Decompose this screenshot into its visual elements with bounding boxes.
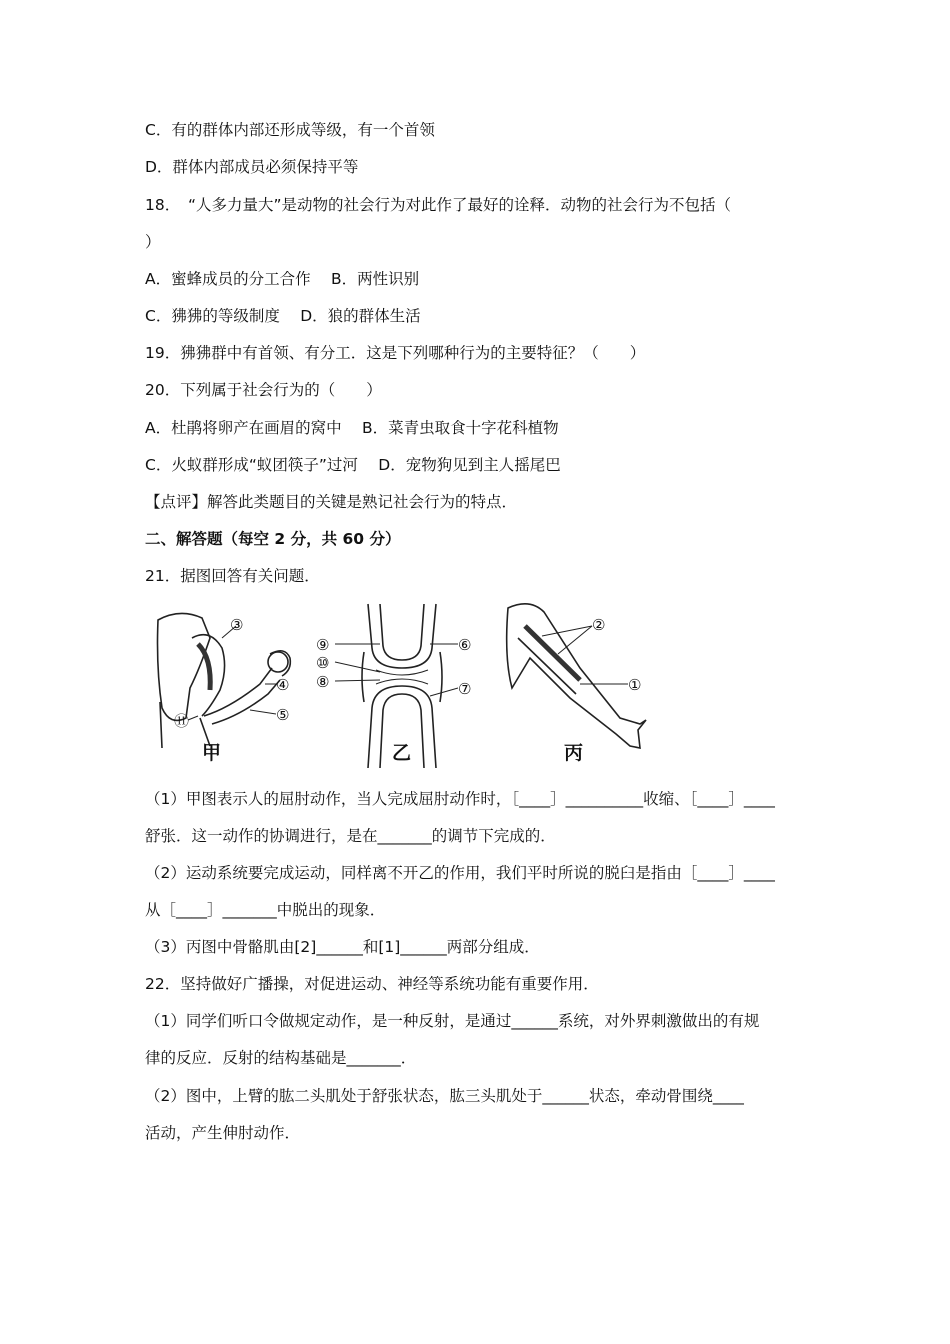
figure-label-jia: 甲	[202, 742, 222, 764]
figure-label-bing: 丙	[564, 742, 584, 764]
question-21-title: 21．据图回答有关问题．	[145, 567, 320, 585]
question-18-paren: ）	[145, 233, 161, 251]
mark-10: ⑩	[316, 654, 330, 672]
figure-label-yi: 乙	[392, 742, 412, 764]
mark-4: ④	[276, 676, 290, 694]
question-19: 19．狒狒群中有首领、有分工．这是下列哪种行为的主要特征？（ ）	[145, 344, 646, 362]
options-18-ab: A．蜜蜂成员的分工合作 B．两性识别	[145, 270, 420, 288]
mark-8: ⑧	[316, 673, 330, 691]
question-18: 18． “人多力量大”是动物的社会行为对此作了最好的诠释．动物的社会行为不包括（	[145, 196, 732, 214]
mark-6: ⑥	[458, 636, 472, 654]
mark-5: ⑤	[276, 706, 290, 724]
mark-9: ⑨	[316, 636, 330, 654]
question-21-part2-line1: （2）运动系统要完成运动，同样离不开乙的作用，我们平时所说的脱臼是指由［____］____	[145, 864, 775, 882]
question-22-part2-line2: 活动，产生伸肘动作．	[145, 1124, 301, 1142]
option-17c: C．有的群体内部还形成等级，有一个首领	[145, 121, 435, 139]
options-20-cd: C．火蚁群形成“蚁团筷子”过河 D．宠物狗见到主人摇尾巴	[145, 456, 561, 474]
mark-1: ①	[628, 676, 642, 694]
mark-7: ⑦	[458, 680, 472, 698]
question-21-part3: （3）丙图中骨骼肌由[2]______和[1]______两部分组成．	[145, 938, 540, 956]
anatomy-figure	[140, 598, 660, 770]
question-21-part1-line1: （1）甲图表示人的屈肘动作，当人完成屈肘动作时，［____］__________收缩、［____］____	[145, 790, 775, 808]
mark-2: ②	[592, 616, 606, 634]
question-21-part1-line2: 舒张．这一动作的协调进行，是在_______的调节下完成的．	[145, 827, 556, 845]
question-22-part1-line2: 律的反应．反射的结构基础是_______．	[145, 1049, 417, 1067]
options-18-cd: C．狒狒的等级制度 D．狼的群体生活	[145, 307, 421, 325]
comment: 【点评】解答此类题目的关键是熟记社会行为的特点．	[145, 493, 518, 511]
mark-11: ⑪	[174, 712, 190, 730]
question-22-title: 22．坚持做好广播操，对促进运动、神经等系统功能有重要作用．	[145, 975, 599, 993]
question-21-part2-line2: 从［____］_______中脱出的现象．	[145, 901, 386, 919]
question-20: 20．下列属于社会行为的（ ）	[145, 381, 382, 399]
option-17d: D．群体内部成员必须保持平等	[145, 158, 359, 176]
mark-3: ③	[230, 616, 244, 634]
section-heading: 二、解答题（每空 2 分，共 60 分）	[145, 530, 401, 548]
options-20-ab: A．杜鹃将卵产在画眉的窝中 B．菜青虫取食十字花科植物	[145, 419, 559, 437]
arm-extended-drawing	[507, 604, 646, 748]
question-22-part1-line1: （1）同学们听口令做规定动作，是一种反射，是通过______系统，对外界刺激做出的有规	[145, 1012, 760, 1030]
question-22-part2-line1: （2）图中，上臂的肱二头肌处于舒张状态，肱三头肌处于______状态，牵动骨围绕____	[145, 1087, 744, 1105]
